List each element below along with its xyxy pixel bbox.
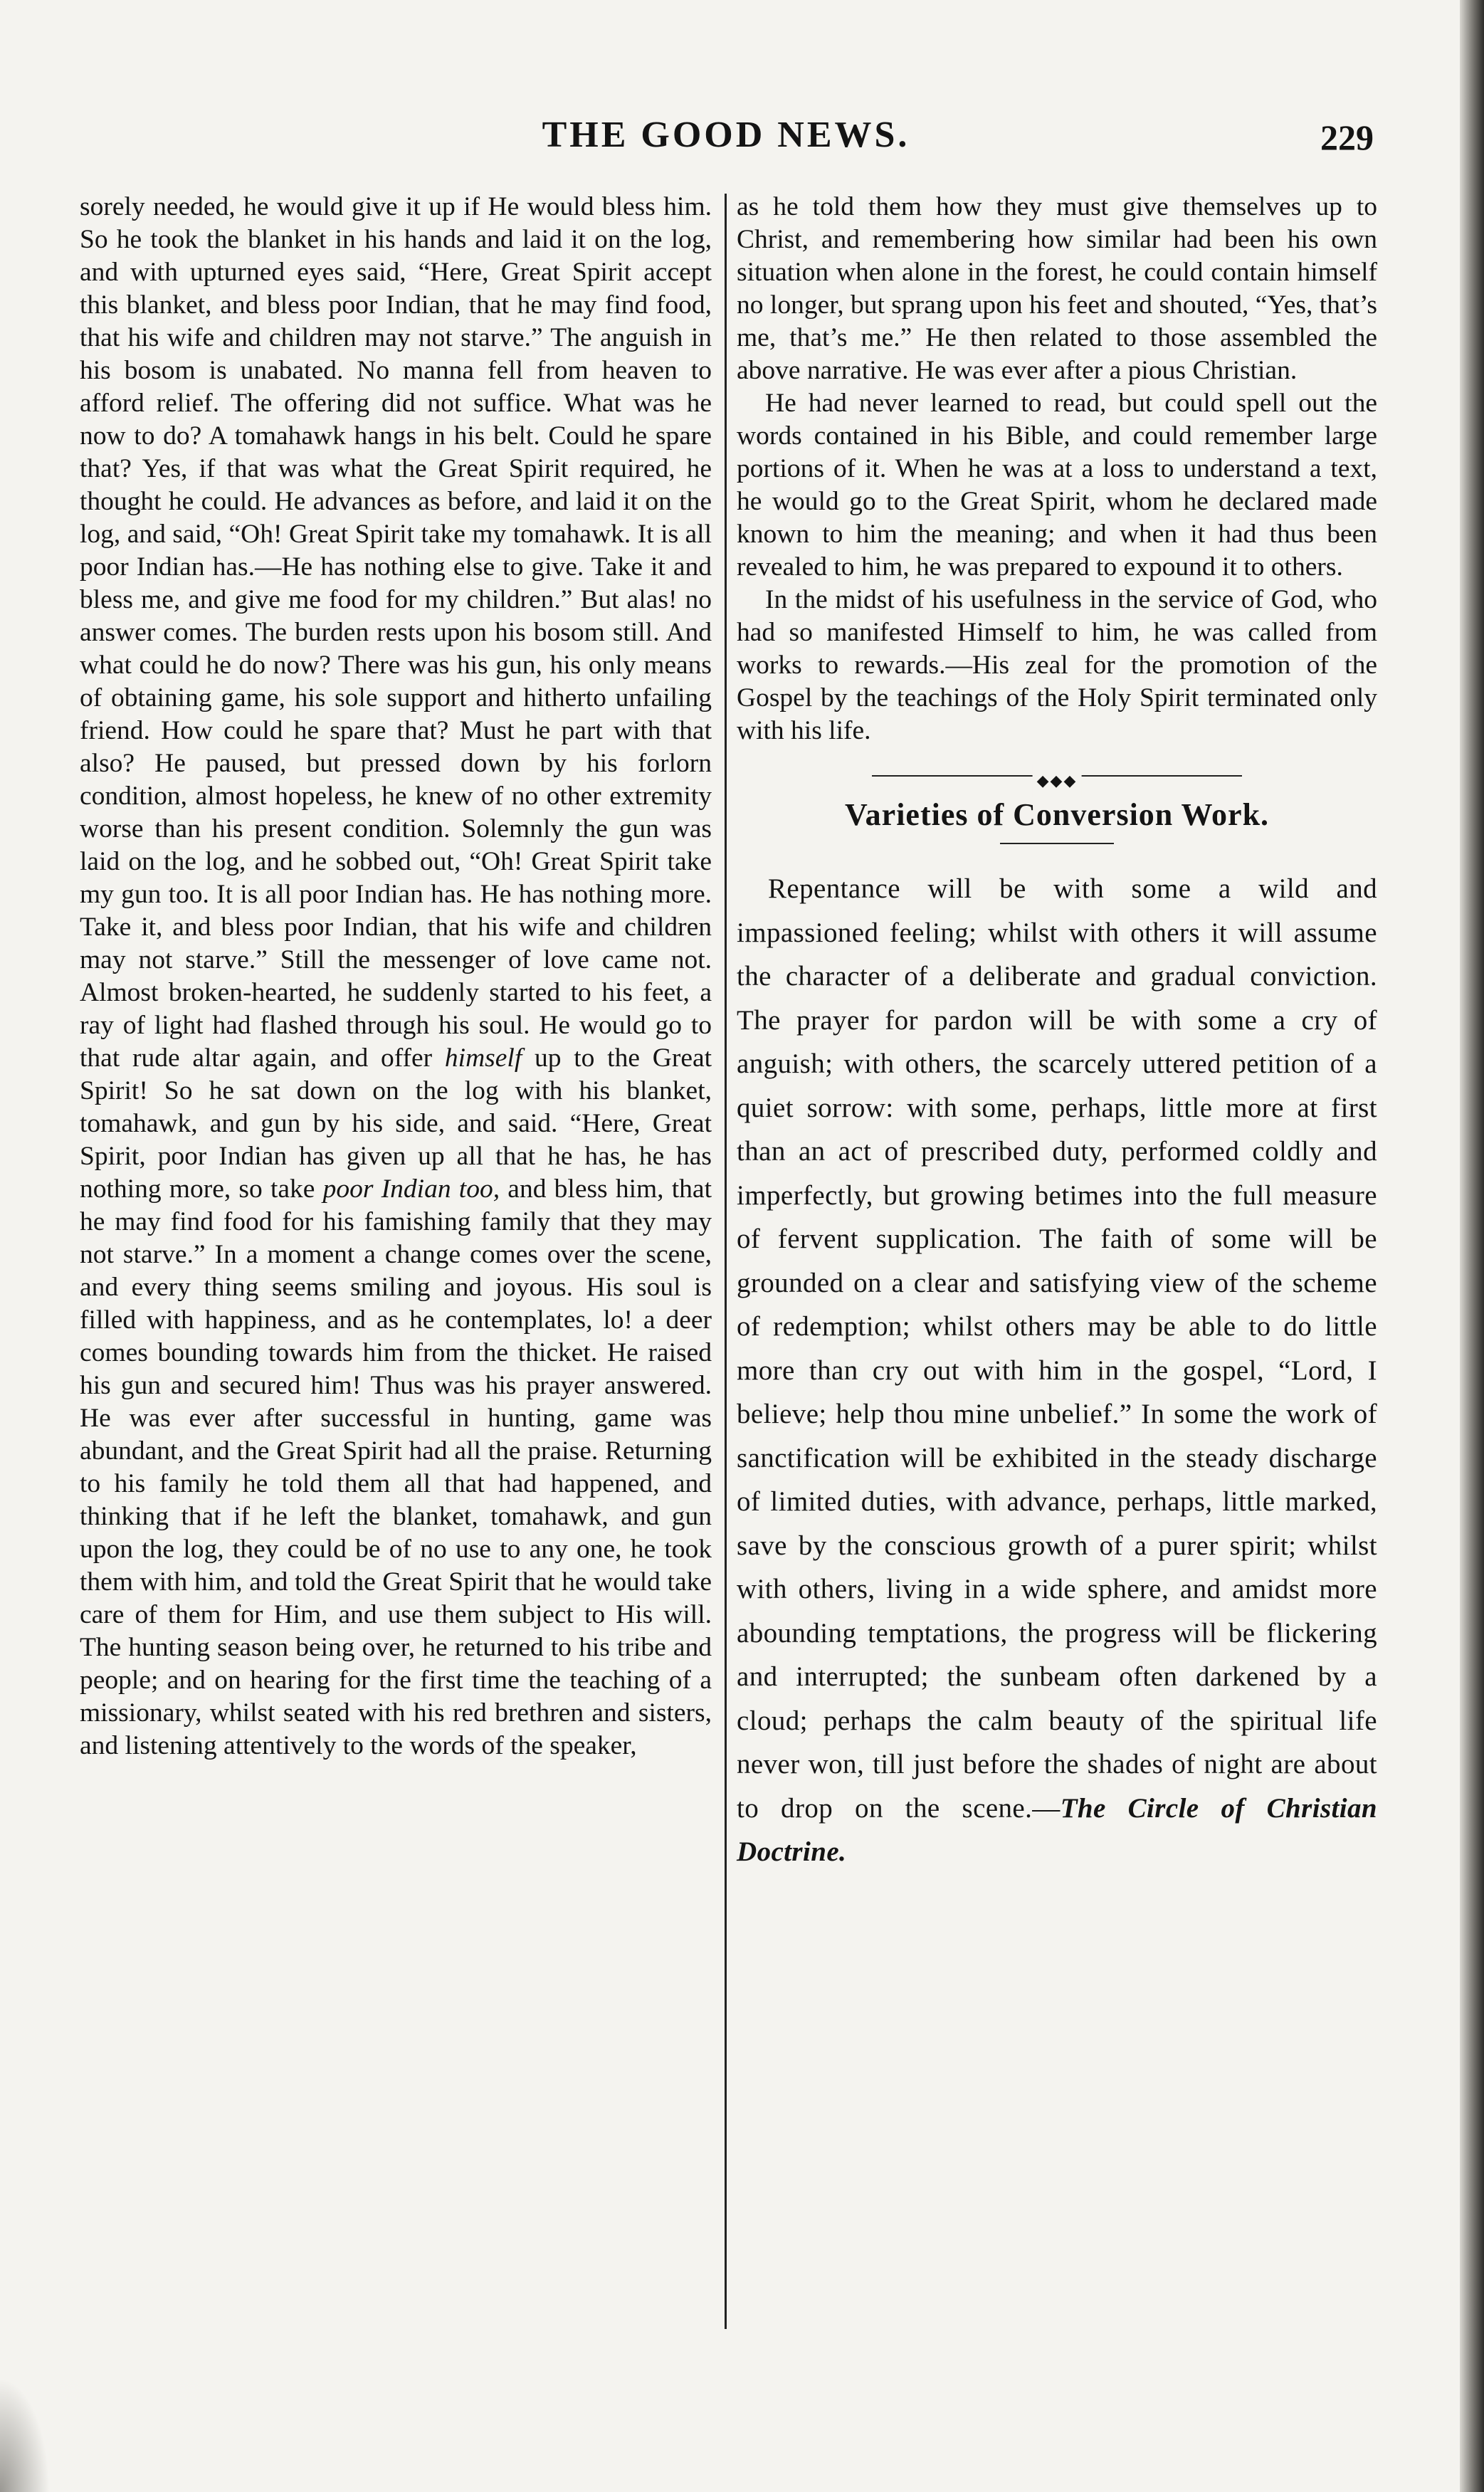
- emphasis-poor-indian: poor Indian too,: [322, 1174, 500, 1204]
- left-text-part-1: sorely needed, he would give it up if He would bless him. So he took the blanket in his hands and laid it on the log, and with upturned eyes said, “Here, Great Spirit accept this blanket, and bless poor Indian, that he may find food, that his wife and children may not starve.” The anguish in his bosom is unabated. No manna fell from heaven to afford relief. The offering did not suffice. What was he now to do? A tomahawk hangs in his belt. Could he spare that? Yes, if that was what the Great Spirit required, he thought he could. He advances as before, and laid it on the log, and said, “Oh! Great Spirit take my tomahawk. It is all poor Indian has.—He has nothing else to give. Take it and bless me, and give me food for my children.” But alas! no answer comes. The burden rests upon his bosom still. And what could he do now? There was his gun, his only means of obtaining game, his sole support and hitherto unfailing friend. How could he spare that? Must he part with that also? He paused, but pressed down by his forlorn condition, almost hopeless, he knew of no other extremity worse than his present condition. Solemnly the gun was laid on the log, and he sobbed out, “Oh! Great Spirit take my gun too. It is all poor Indian has. He has nothing more. Take it, and bless poor Indian, that his wife and children may not starve.” Still the messenger of love came not. Almost broken-hearted, he suddenly started to his feet, a ray of light had flashed through his soul. He would go to that rude altar again, and offer: [80, 192, 712, 1073]
- running-title: THE GOOD NEWS.: [542, 115, 910, 155]
- essay-text: Repentance will be with some a wild and impassioned feeling; whilst with others it will assume the character of a deliberate and gradual conviction. The prayer for pardon will be with some a cry of anguish; with others, the scarcely uttered petition of a quiet sorrow: with some, perhaps, little more at first than an act of prescribed duty, performed coldly and imperfectly, but growing betimes into the full measure of fervent supplication. The faith of some will be grounded on a clear and satisfying view of the scheme of redemption; whilst others may be able to do little more than cry out with him in the gospel, “Lord, I believe; help thou mine unbelief.” In some the work of sanctification will be exhibited in the steady discharge of limited duties, with advance, perhaps, little marked, save by the conscious growth of a purer spirit; whilst with others, living in a wide sphere, and amidst more abounding temptations, the progress will be flickering and interrupted; the sunbeam often darkened by a cloud; perhaps the calm beauty of the spiritual life never won, till just before the shades of night are about to drop on the scene.—: [737, 873, 1377, 1824]
- left-text-part-2: up to the Great Spirit! So he sat down on the log with his blanket, tomahawk, and gun by his side, and said. “Here, Great Spirit, poor Indian has given up all that he has, he has nothing more, so take: [80, 1043, 712, 1204]
- right-paragraph-3: In the midst of his usefulness in the service of God, who had so manifested Himself to him, he was called from works to rewards.—His zeal for the promotion of the Gospel by the teachings of the Holy Spirit terminated only with his life.: [737, 585, 1377, 745]
- column-divider: [725, 194, 727, 2329]
- left-text-part-3: and bless him, that he may find food for his famishing family that they may not starve.” In a moment a change comes over the scene, and every thing seems smiling and joyous. His soul is filled with happiness, and as he contemplates, lo! a deer comes bounding towards him from the thicket. He raised his gun and secured him! Thus was his prayer answered. He was ever after successful in hunting, game was abundant, and the Great Spirit had all the praise. Returning to his family he told them all that had happened, and thinking that if he left the blanket, tomahawk, and gun upon the log, they could be of no use to any one, he took them with him, and told the Great Spirit that he would take care of them for Him, and use them subject to His will. The hunting season being over, he returned to his tribe and people; and on hearing for the first time the teaching of a missionary, whilst seated with his red brethren and sisters, and listening attentively to the words of the speaker,: [80, 1174, 712, 1760]
- left-column-paragraph: [80, 191, 712, 1762]
- diamond-ornament-icon: ◆◆◆: [1033, 764, 1082, 797]
- section-divider-ornament: [872, 769, 1242, 789]
- article-title: Varieties of Conversion Work.: [844, 797, 1270, 832]
- right-paragraph-1: as he told them how they must give themselves up to Christ, and remembering how similar had been his own situation when alone in the forest, he could contain himself no longer, but sprang upon his feet and shouted, “Yes, that’s me, that’s me.” He then related to those assembled the above narrative. He was ever after a pious Christian.: [737, 192, 1377, 385]
- essay-body: [737, 867, 1377, 1874]
- right-paragraph-2: He had never learned to read, but could spell out the words contained in his Bible, and could remember large portions of it. When he was at a loss to understand a text, he would go to the Great Spirit, whom he declared made known to him the meaning; and when it had thus been revealed to him, he was prepared to expound it to others.: [737, 389, 1377, 582]
- right-column: [737, 191, 1377, 1874]
- essay-source: The Circle of Christian Doctrine.: [737, 1792, 1377, 1867]
- essay-paragraph: [737, 867, 1377, 1874]
- page-header: [71, 114, 1381, 171]
- title-underline: [1000, 843, 1114, 844]
- corner-smudge: [0, 2378, 50, 2492]
- page-edge-shadow: [1460, 0, 1484, 2492]
- left-column: [80, 191, 712, 1762]
- page-number: 229: [1320, 117, 1374, 157]
- emphasis-himself: himself: [444, 1043, 522, 1073]
